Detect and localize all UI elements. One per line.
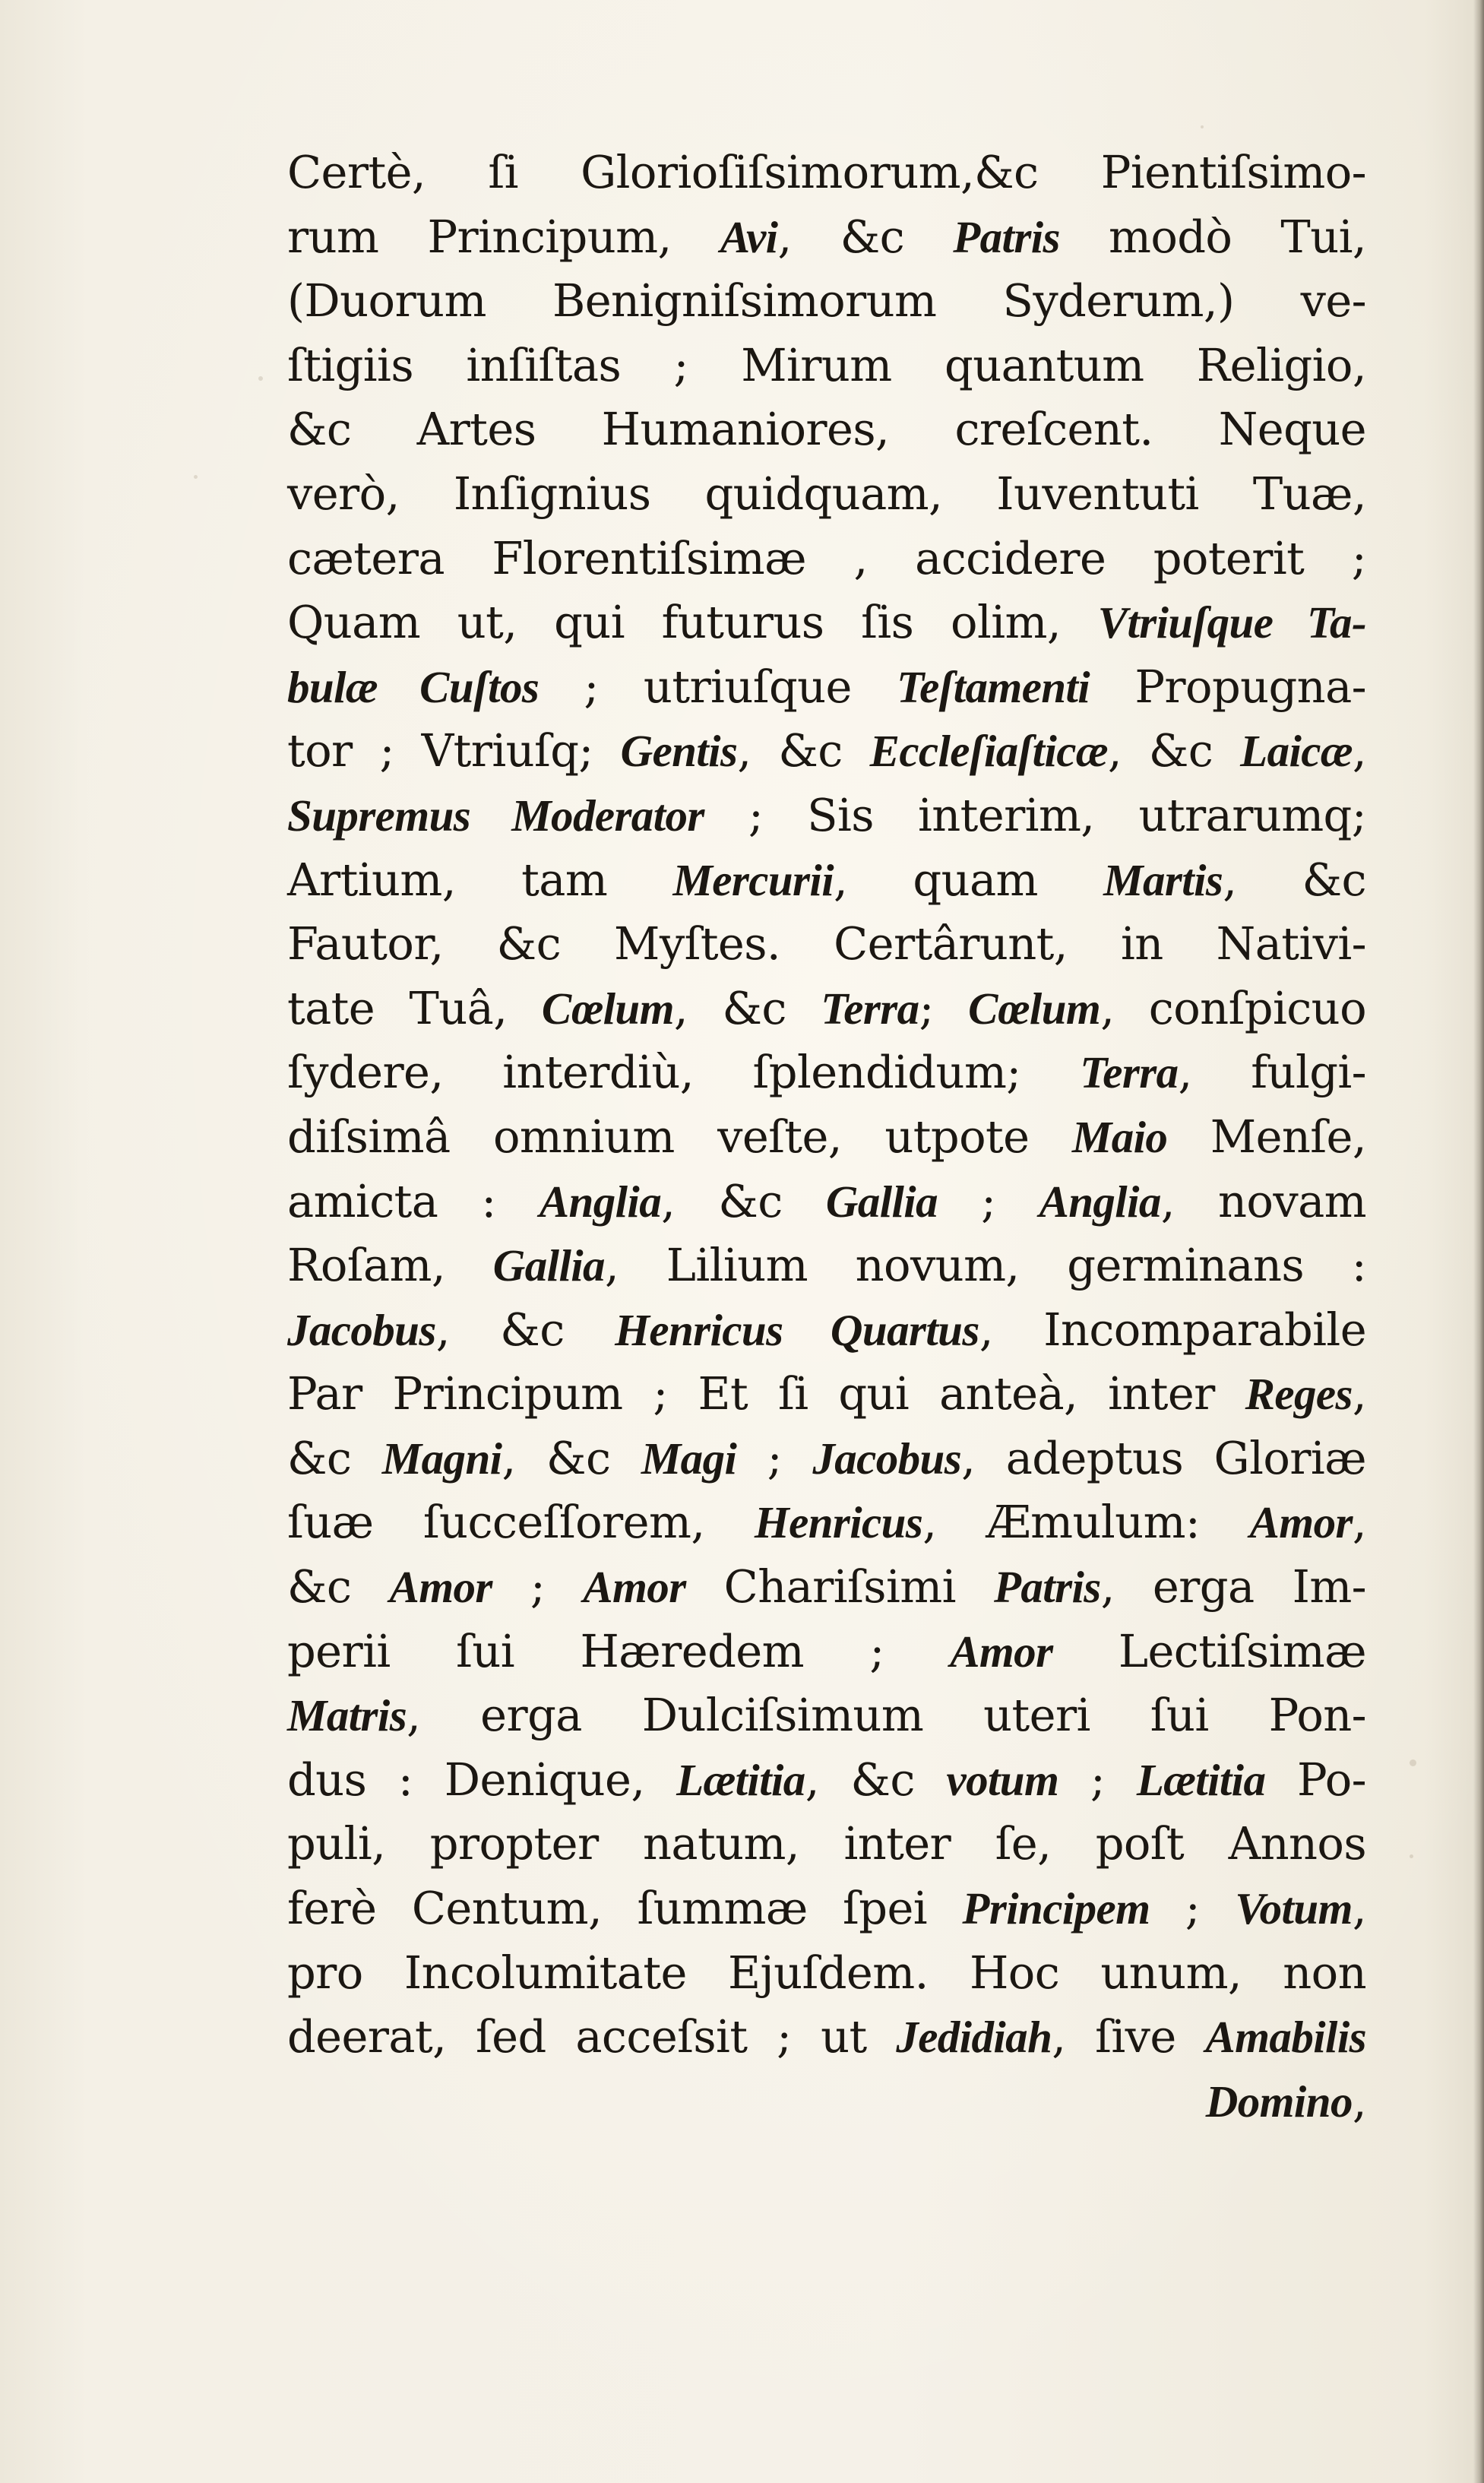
text-run: ; [938,1174,1039,1227]
text-run: modò Tui, [1059,210,1367,263]
italic-phrase: Principem [962,1883,1150,1934]
text-run: , &c [502,1431,641,1484]
text-run: , conſpicuo [1100,981,1367,1034]
text-run: ſtigiis inſiſtas ; Mirum quantum Religio, [287,338,1366,391]
text-line [287,719,1366,784]
italic-phrase: Magi [641,1433,737,1484]
text-run: Par Principum ; Et ſi qui anteà, inter [287,1367,1245,1420]
text-run: , [1352,1496,1366,1549]
italic-phrase: Amor [389,1562,492,1613]
text-run: Chariſsimi [685,1560,994,1614]
italic-phrase: Patris [993,1562,1101,1613]
text-run: dus : Denique, [287,1753,677,1806]
text-run: diſsimâ omnium veſte, utpote [287,1110,1072,1163]
text-run: verò, Inſignius quidquam, Iuventuti Tuæ, [287,467,1366,520]
italic-phrase: Henricus Quartus [615,1304,979,1355]
italic-phrase: Amor [950,1626,1053,1677]
italic-phrase: Lætitia [1136,1754,1266,1805]
text-line [287,912,1366,977]
text-run: Menſe, [1167,1110,1367,1163]
text-line [287,655,1366,720]
text-run: , Lilium novum, germinans : [604,1239,1367,1292]
text-run: , &c [673,981,821,1034]
text-line [287,1427,1366,1491]
text-line [287,141,1366,205]
text-line [287,1683,1366,1748]
text-line [287,2070,1366,2134]
italic-phrase: Anglia [539,1176,662,1227]
text-line [287,977,1366,1041]
text-run: &c [287,1560,390,1614]
italic-phrase: Mercurii [672,854,834,905]
italic-phrase: Amabilis [1205,2012,1366,2063]
text-run: Propugna- [1090,660,1366,713]
text-line [287,848,1366,913]
text-run: Roſam, [287,1239,493,1292]
italic-phrase: Amor [1249,1497,1353,1548]
italic-phrase: Magni [381,1433,502,1484]
text-run: &c Artes Humaniores, creſcent. Neque [287,403,1366,456]
ink-spot [1201,125,1204,128]
text-run: , &c [777,210,954,263]
text-run: rum Principum, [287,210,720,263]
italic-phrase: Supremus Moderator [287,790,704,841]
italic-phrase: Anglia [1039,1176,1161,1227]
italic-phrase: Martis [1103,854,1223,905]
italic-phrase: Gallia [825,1176,938,1227]
text-line [287,462,1366,527]
text-run: , &c [661,1174,826,1227]
italic-phrase: Patris [953,211,1060,262]
text-run: , &c [805,1753,947,1806]
text-run: , &c [737,724,870,778]
text-run: , novam [1160,1174,1367,1227]
italic-phrase: Cœlum [968,983,1101,1034]
text-run: cætera Florentiſsimæ , accidere poterit ; [287,531,1366,584]
text-run: puli, propter natum, inter ſe, poſt Annos [287,1817,1366,1870]
italic-phrase: Matris [287,1690,407,1741]
text-line [287,205,1366,270]
text-run: , [1352,1882,1366,1935]
text-line [287,1941,1366,2006]
italic-phrase: votum [946,1754,1059,1805]
text-run: , [1352,724,1367,778]
text-run: deerat, ſed acceſsit ; ut [287,2010,897,2063]
text-run: , &c [1107,724,1241,778]
text-run: amicta : [287,1174,539,1227]
text-line [287,1812,1366,1877]
text-line [287,1490,1366,1555]
text-run: tate Tuâ, [287,981,542,1034]
text-line [287,591,1366,655]
text-line [287,784,1366,848]
italic-phrase: Gentis [620,726,738,777]
text-line [287,1105,1366,1170]
text-line [287,1170,1366,1234]
italic-phrase: Cœlum [541,983,674,1034]
text-line [287,1298,1366,1363]
italic-phrase: Amor [583,1562,686,1613]
italic-phrase: bulæ Cuſtos [287,661,539,712]
text-line [287,1877,1366,1941]
text-line [287,1362,1366,1427]
text-run: , erga Dulciſsimum uteri ſui Pon- [407,1689,1366,1742]
text-line [287,1234,1366,1298]
text-run: Lectiſsimæ [1052,1624,1367,1677]
text-run: Quam ut, qui futurus ſis olim, [287,596,1098,649]
text-run: ; utriuſque [539,660,897,713]
text-run: ſydere, interdiù, ſplendidum; [287,1046,1081,1099]
text-run: , [1352,1367,1366,1420]
text-run: ferè Centum, ſummæ ſpei [287,1882,963,1935]
text-run: Fautor, &c Myſtes. Certârunt, in Nativi- [287,917,1366,971]
text-run: , ſive [1052,2010,1206,2063]
text-run: perii ſui Hæredem ; [287,1624,951,1677]
italic-phrase: Jacobus [287,1304,436,1355]
italic-phrase: Jedidiah [896,2012,1052,2063]
text-run: ; [1058,1753,1137,1806]
italic-phrase: Terra [1080,1047,1179,1098]
italic-phrase: Domino [1205,2076,1353,2127]
text-run: (Duorum Benigniſsimorum Syderum,) ve- [287,274,1366,328]
ink-spot [1410,1759,1416,1766]
text-run: , &c [435,1303,615,1356]
italic-phrase: Maio [1071,1111,1168,1162]
text-run: ; Sis interim, utrarumq; [704,788,1366,841]
text-run: ; [919,981,969,1034]
text-run: tor ; Vtriuſq; [287,724,621,778]
text-run: , [1352,2074,1366,2127]
text-run: , adeptus Gloriæ [961,1431,1366,1484]
ink-spot [1410,1854,1413,1858]
text-run: Artium, tam [287,853,673,906]
text-line [287,1748,1366,1813]
ink-spot [194,475,198,479]
latin-text-body [287,141,1366,2133]
text-line [287,269,1366,334]
text-line [287,1555,1366,1620]
page-edge-shadow [1473,0,1484,2483]
italic-phrase: Laicæ [1240,726,1353,777]
italic-phrase: Terra [821,983,919,1034]
text-line [287,1040,1366,1105]
text-line [287,527,1366,591]
italic-phrase: Henricus [754,1497,923,1548]
text-line [287,397,1366,462]
italic-phrase: Vtriuſque Ta- [1097,597,1366,648]
text-line [287,2005,1366,2070]
italic-phrase: Reges [1245,1369,1353,1420]
text-run: Certè, ſi Glorioſiſsimorum,&c Pientiſsimo- [287,146,1366,198]
text-line [287,334,1366,398]
text-run: ; [492,1560,584,1614]
ink-spot [258,376,263,381]
italic-phrase: Avi [720,211,778,262]
italic-phrase: Gallia [492,1240,605,1291]
text-run: , erga Im- [1100,1560,1367,1614]
text-run: ; [736,1431,813,1484]
text-run: , Æmulum: [922,1496,1250,1549]
italic-phrase: Jacobus [812,1433,962,1484]
text-run: Po- [1265,1753,1366,1806]
italic-phrase: Teſtamenti [897,661,1090,712]
text-run: pro Incolumitate Ejuſdem. Hoc unum, non [287,1946,1366,1999]
text-run: , &c [1223,853,1367,906]
text-run: , Incomparabile [979,1303,1367,1356]
italic-phrase: Lætitia [676,1754,805,1805]
italic-phrase: Votum [1235,1883,1353,1934]
text-run: , fulgi- [1178,1046,1366,1099]
text-line [287,1620,1366,1684]
text-run: ; [1150,1882,1236,1935]
text-run: , quam [834,853,1104,906]
text-run: ſuæ ſucceſſorem, [287,1496,755,1549]
text-run: &c [287,1431,382,1484]
italic-phrase: Eccleſiaſticæ [869,726,1108,777]
